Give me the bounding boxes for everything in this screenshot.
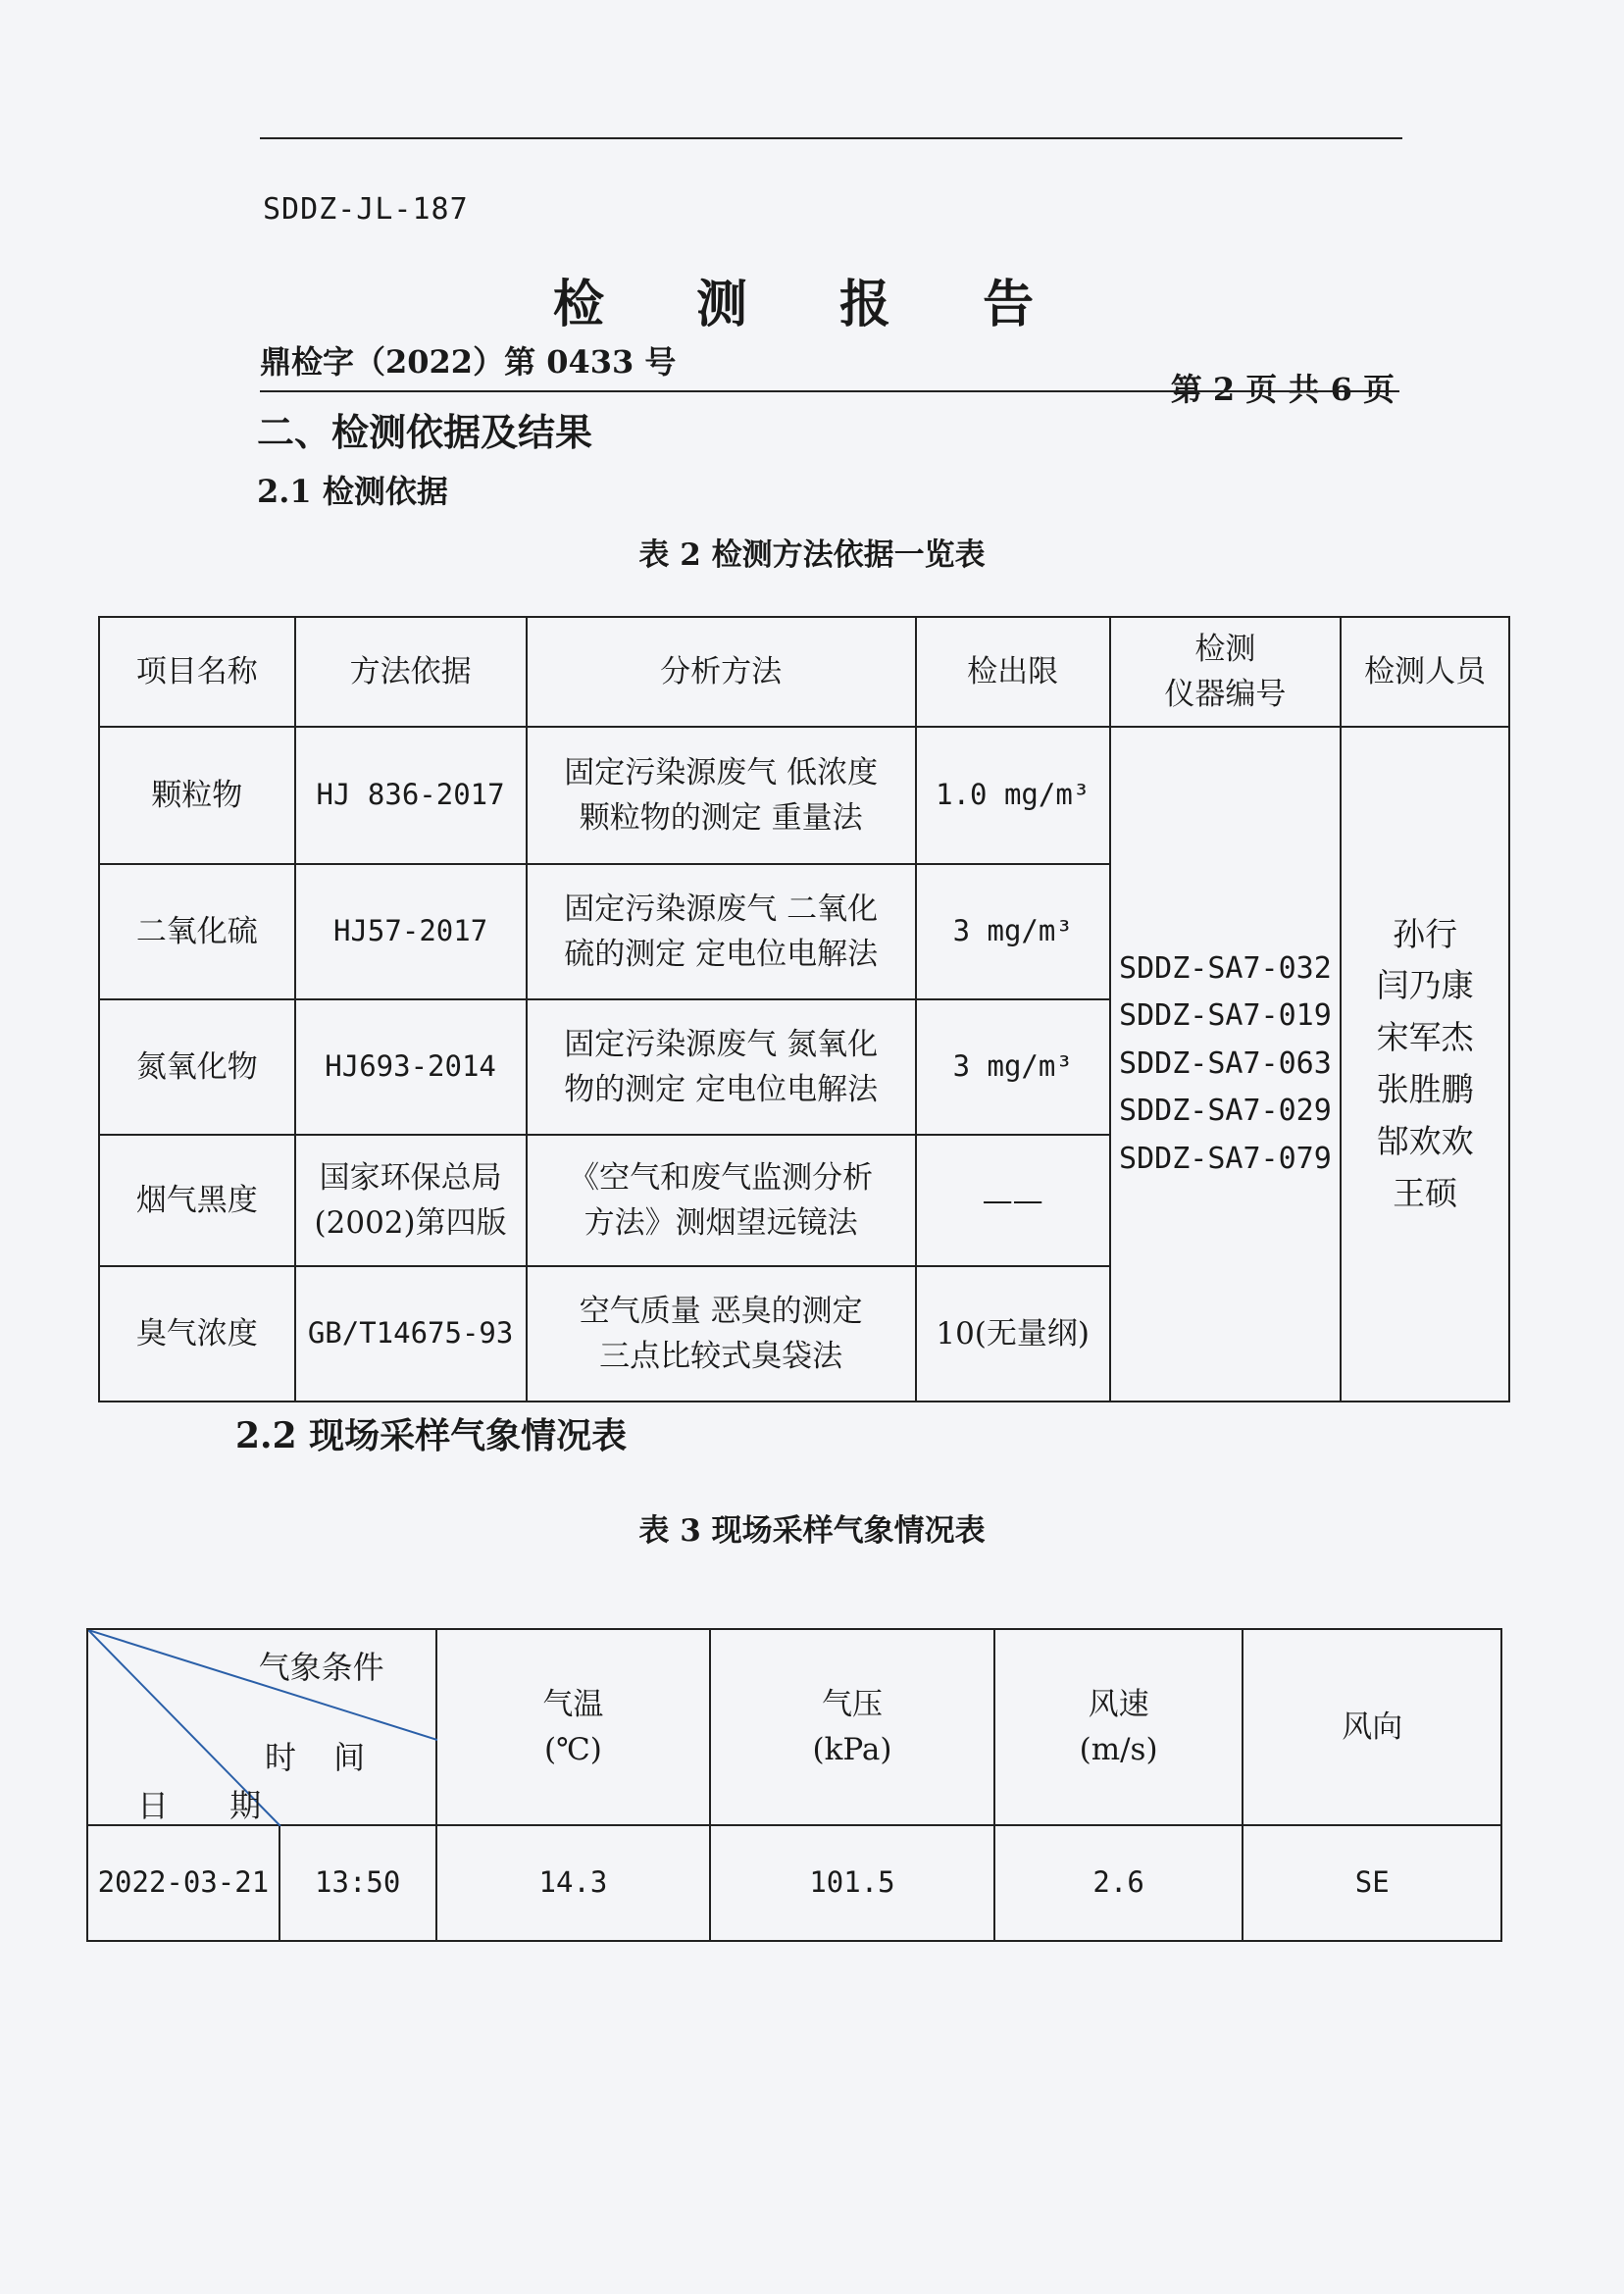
analysis-method-cell: 固定污染源废气 低浓度 颗粒物的测定 重量法: [527, 727, 916, 864]
corner-label-weather: 气象条件: [258, 1649, 384, 1686]
header-cell: 检出限: [916, 617, 1110, 727]
table-row: [99, 727, 1509, 864]
item-name-cell: 臭气浓度: [99, 1266, 295, 1402]
item-name-cell: 烟气黑度: [99, 1135, 295, 1266]
table2-caption: 表 2 检测方法依据一览表: [638, 537, 986, 573]
header-cell-wind-direction: 风向: [1243, 1629, 1501, 1825]
method-basis-table: [98, 616, 1510, 1402]
header-cell: 项目名称: [99, 617, 295, 727]
item-name-cell: 二氧化硫: [99, 864, 295, 999]
wind-direction-cell: SE: [1243, 1825, 1501, 1941]
report-number: 鼎检字（2022）第 0433 号: [260, 343, 677, 381]
time-cell: 13:50: [279, 1825, 436, 1941]
analysis-method-cell: 空气质量 恶臭的测定 三点比较式臭袋法: [527, 1266, 916, 1402]
item-name-cell: 氮氧化物: [99, 999, 295, 1135]
date-cell: 2022-03-21: [87, 1825, 279, 1941]
corner-label-date: 日 期: [137, 1787, 287, 1824]
corner-label-time: 时 间: [265, 1739, 380, 1776]
method-basis-cell: 国家环保总局 (2002)第四版: [295, 1135, 527, 1266]
diagonal-corner-cell: [87, 1629, 436, 1825]
table3-caption: 表 3 现场采样气象情况表: [638, 1513, 986, 1549]
header-cell-temperature: 气温 (℃): [436, 1629, 711, 1825]
document-code: SDDZ-JL-187: [263, 192, 469, 227]
top-rule: [260, 137, 1402, 139]
header-cell-pressure: 气压 (kPa): [710, 1629, 994, 1825]
pressure-cell: 101.5: [710, 1825, 994, 1941]
method-basis-cell: HJ 836-2017: [295, 727, 527, 864]
method-basis-cell: HJ57-2017: [295, 864, 527, 999]
detection-limit-cell: ——: [916, 1135, 1110, 1266]
detection-limit-cell: 3 mg/m³: [916, 999, 1110, 1135]
method-basis-cell: HJ693-2014: [295, 999, 527, 1135]
detection-limit-cell: 1.0 mg/m³: [916, 727, 1110, 864]
header-cell: 检测人员: [1341, 617, 1509, 727]
header-cell: 方法依据: [295, 617, 527, 727]
page-number: 第 2 页 共 6 页: [1170, 371, 1395, 408]
report-title: 检 测 报 告: [552, 275, 1072, 334]
header-cell: 分析方法: [527, 617, 916, 727]
analysis-method-cell: 固定污染源废气 氮氧化 物的测定 定电位电解法: [527, 999, 916, 1135]
instrument-numbers-cell: SDDZ-SA7-032 SDDZ-SA7-019 SDDZ-SA7-063 SDDZ-SA7-029 SDDZ-SA7-079: [1110, 727, 1342, 1402]
header-rule: [260, 390, 1399, 392]
subsection-heading-weather: 2.2 现场采样气象情况表: [235, 1415, 628, 1456]
section-heading: 二、检测依据及结果: [257, 410, 593, 454]
analysis-method-cell: 固定污染源废气 二氧化 硫的测定 定电位电解法: [527, 864, 916, 999]
wind-speed-cell: 2.6: [994, 1825, 1243, 1941]
item-name-cell: 颗粒物: [99, 727, 295, 864]
subsection-heading-basis: 2.1 检测依据: [257, 473, 448, 510]
detection-limit-cell: 3 mg/m³: [916, 864, 1110, 999]
method-basis-cell: GB/T14675-93: [295, 1266, 527, 1402]
detection-limit-cell: 10(无量纲): [916, 1266, 1110, 1402]
header-cell: 检测 仪器编号: [1110, 617, 1342, 727]
table3-header-row: [87, 1629, 1501, 1825]
table-row: [87, 1825, 1501, 1941]
table2-header-row: [99, 617, 1509, 727]
inspectors-cell: 孙行 闫乃康 宋军杰 张胜鹏 郜欢欢 王硕: [1341, 727, 1509, 1402]
analysis-method-cell: 《空气和废气监测分析 方法》测烟望远镜法: [527, 1135, 916, 1266]
header-cell-wind-speed: 风速 (m/s): [994, 1629, 1243, 1825]
temperature-cell: 14.3: [436, 1825, 711, 1941]
weather-table: [86, 1628, 1502, 1942]
